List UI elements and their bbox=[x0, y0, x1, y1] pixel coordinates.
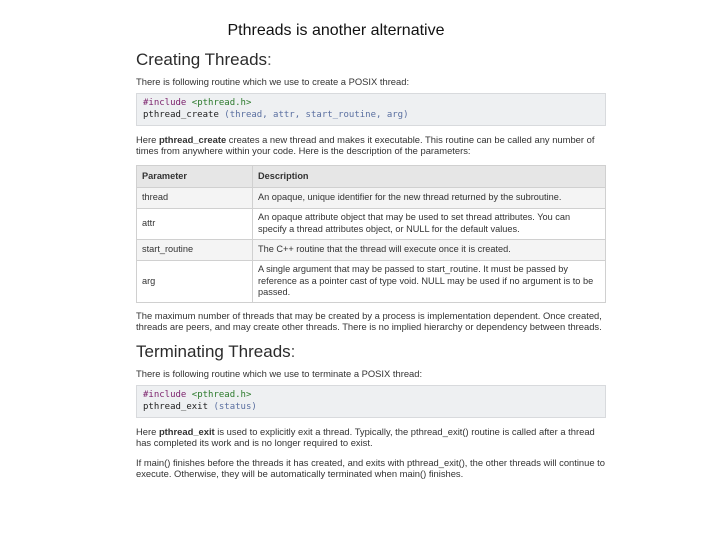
parameters-table bbox=[136, 165, 606, 303]
creating-threads-heading bbox=[136, 50, 606, 70]
table-row bbox=[137, 187, 606, 208]
pthread-exit-code-block bbox=[136, 385, 606, 418]
desc-rest: creates a new thread and makes it executable. This routine can be called any number of times from anywhere within your code. Here is the description of the parameters: bbox=[136, 134, 595, 157]
include-keyword: #include bbox=[143, 98, 187, 109]
pthread-create-call: pthread_create bbox=[143, 109, 219, 120]
param-description: The C++ routine that the thread will execute once it is created. bbox=[253, 239, 606, 260]
desc-bold-term: pthread_exit bbox=[158, 426, 215, 438]
table-row bbox=[137, 208, 606, 239]
table-row bbox=[137, 239, 606, 260]
main-finish-note: If main() finishes before the threads it has created, and exits with pthread_exit(), the other threads will continue to execute. Otherwise, they will be automatically terminated when main() finishes. bbox=[136, 456, 605, 479]
param-description: An opaque, unique identifier for the new thread returned by the subroutine. bbox=[253, 187, 606, 208]
param-description: A single argument that may be passed to start_routine. It must be passed by reference as a pointer cast of type void. NULL may be used if no argument is to be passed. bbox=[253, 260, 606, 302]
max-threads-note: The maximum number of threads that may be created by a process is implementation dependent. Once created, threads are peers, and may create other threads. There is no implied hierarchy or dependency between threads. bbox=[136, 309, 602, 332]
param-name: attr bbox=[137, 208, 253, 239]
desc-rest: is used to explicitly exit a thread. Typically, the pthread_exit() routine is called after a thread has completed its work and is no longer required to exist. bbox=[136, 426, 595, 449]
document-content bbox=[136, 50, 606, 479]
include-keyword: #include bbox=[143, 390, 187, 401]
pthread-create-args: (thread, attr, start_routine, arg) bbox=[224, 109, 409, 120]
param-description: An opaque attribute object that may be used to set thread attributes. You can specify a thread attributes object, or NULL for the default values. bbox=[253, 208, 606, 239]
pthread-exit-args: (status) bbox=[213, 401, 257, 412]
terminating-heading-colon: : bbox=[290, 342, 296, 362]
creating-intro: There is following routine which we use to create a POSIX thread: bbox=[136, 76, 410, 87]
table-header-parameter: Parameter bbox=[137, 165, 253, 187]
pthread-create-description bbox=[136, 134, 606, 156]
include-file: <pthread.h> bbox=[191, 390, 252, 401]
creating-heading-colon: : bbox=[267, 50, 272, 69]
desc-prefix: Here bbox=[136, 134, 159, 146]
param-name: arg bbox=[137, 260, 253, 302]
table-row bbox=[137, 260, 606, 302]
table-header-description: Description bbox=[253, 165, 606, 187]
terminating-intro: There is following routine which we use to terminate a POSIX thread: bbox=[136, 368, 423, 380]
terminating-threads-heading bbox=[136, 342, 606, 362]
include-file: <pthread.h> bbox=[191, 98, 252, 109]
pthread-exit-call: pthread_exit bbox=[143, 401, 209, 412]
desc-bold-term: pthread_create bbox=[158, 134, 227, 146]
param-name: thread bbox=[137, 187, 253, 208]
pthread-create-code-block bbox=[136, 93, 606, 126]
desc-prefix: Here bbox=[136, 426, 159, 438]
creating-heading-text: Creating Threads bbox=[136, 50, 268, 69]
pthread-exit-description bbox=[136, 426, 606, 448]
param-name: start_routine bbox=[137, 239, 253, 260]
terminating-heading-text: Terminating Threads bbox=[136, 342, 291, 362]
slide-title: Pthreads is another alternative bbox=[227, 22, 445, 39]
table-header-row bbox=[137, 165, 606, 187]
